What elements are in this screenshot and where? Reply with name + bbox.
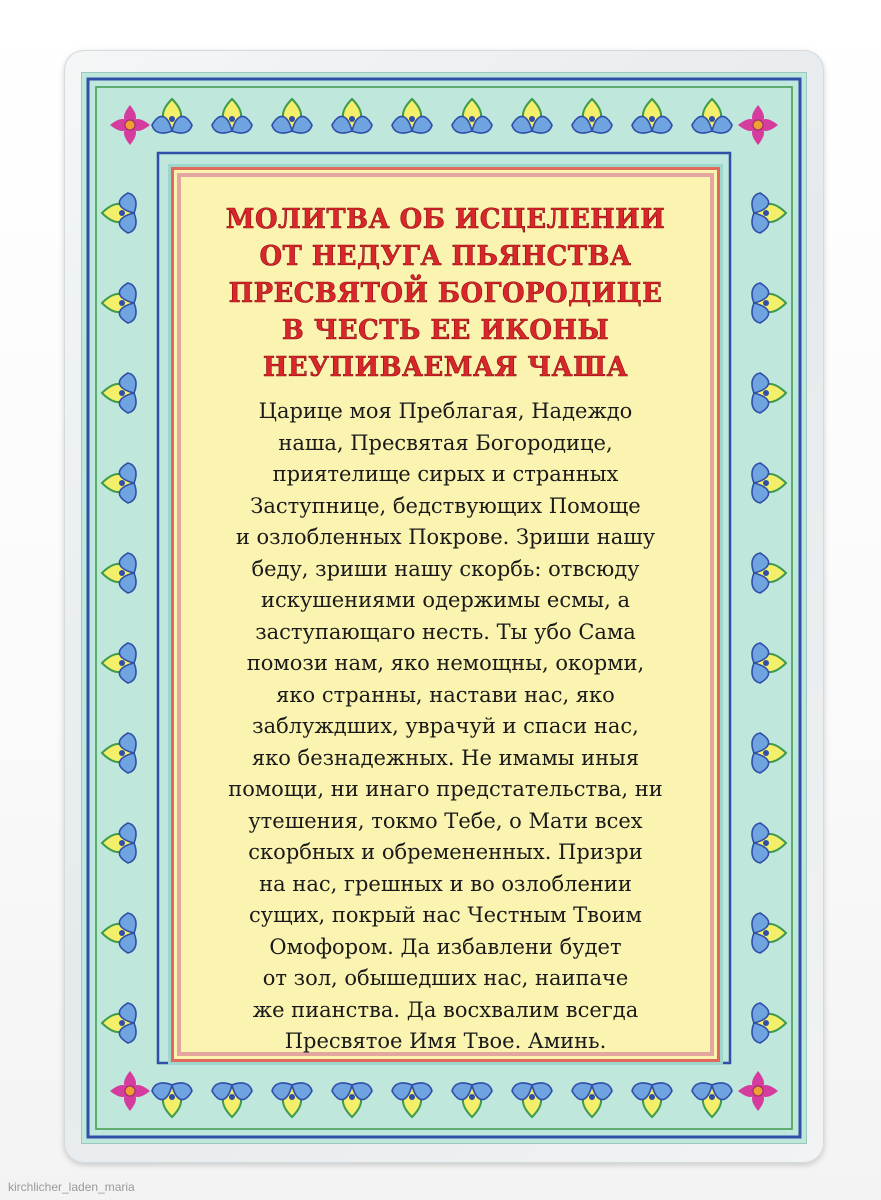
prayer-card	[82, 73, 806, 1143]
title-line: ОТ НЕДУГА ПЬЯНСТВА	[259, 241, 632, 272]
body-line: искушениями одержимы есмы, а	[260, 588, 631, 612]
left-border-motifs	[102, 193, 136, 1043]
body-line: яко странны, настави нас, яко	[276, 682, 615, 707]
body-line: Пресвятое Имя Твое. Аминь.	[284, 1029, 607, 1053]
title-line: ПРЕСВЯТОЙ БОГОРОДИЦЕ	[228, 278, 663, 309]
title-line: НЕУПИВАЕМАЯ ЧАША	[262, 352, 629, 383]
body-line: утешения, токмо Тебе, о Мати всех	[248, 808, 643, 833]
body-line: от зол, обышедших нас, наипаче	[262, 966, 629, 990]
body-line: Омофором. Да избавлени будет	[269, 934, 622, 959]
body-line: скорбных и обремененных. Призри	[248, 840, 643, 864]
title-line: МОЛИТВА ОБ ИСЦЕЛЕНИИ	[225, 204, 666, 235]
body-line: беду, зриши нашу скорбь: отвсюду	[251, 556, 640, 581]
body-line: Заступнице, бедствующих Помоще	[250, 493, 641, 518]
body-line: помощи, ни инаго предстательства, ни	[228, 777, 663, 801]
body-line: заступающаго несть. Ты убо Сама	[255, 619, 636, 644]
body-line: яко безнадежных. Не имамы иныя	[251, 745, 640, 770]
body-line: наша, Пресвятая Богородице,	[278, 430, 613, 455]
bottom-border-motifs	[152, 1083, 732, 1117]
right-border-motifs	[752, 193, 786, 1043]
watermark-text: kirchlicher_laden_maria	[8, 1180, 135, 1194]
body-line: на нас, грешных и во озлоблении	[259, 871, 632, 896]
prayer-title	[205, 201, 686, 386]
body-line: Царице моя Преблагая, Надеждо	[258, 399, 633, 423]
prayer-text-panel	[177, 173, 714, 1056]
body-line: заблуждших, уврачуй и спаси нас,	[252, 714, 639, 738]
body-line: приятелище сирых и странных	[272, 462, 619, 486]
body-line: же пианства. Да восхвалим всегда	[252, 997, 639, 1022]
body-line: сущих, покрый нас Честным Твоим	[249, 903, 642, 927]
title-line: В ЧЕСТЬ ЕЕ ИКОНЫ	[281, 315, 610, 346]
top-border-motifs	[152, 99, 732, 133]
body-line: и озлобленных Покрове. Зриши нашу	[235, 525, 656, 549]
body-line: помози нам, яко немощны, окорми,	[246, 651, 645, 675]
prayer-body	[195, 396, 696, 1058]
